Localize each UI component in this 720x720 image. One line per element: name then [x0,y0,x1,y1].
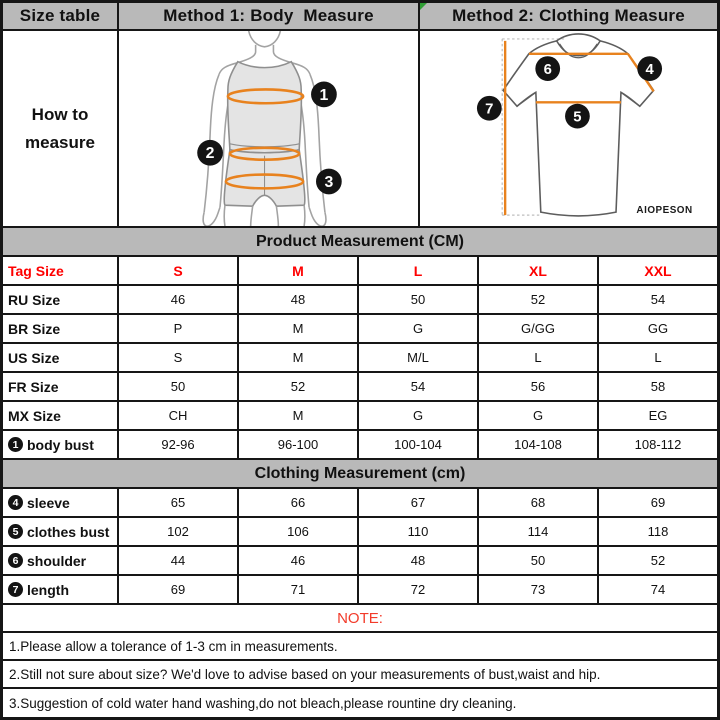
table-cell: M [239,344,359,371]
note-item-1 [3,633,717,661]
brand-label: AIOPESON [636,205,693,217]
table-cell: 44 [119,547,239,574]
row-clothes-bust [3,518,717,547]
table-cell: 52 [479,286,599,313]
row-label: RU Size [3,286,119,313]
product-measurement-title: Product Measurement (CM) [255,232,465,250]
marker-2-icon [197,140,223,166]
tag-size-label: Tag Size [3,257,119,284]
svg-text:6: 6 [543,62,552,79]
note-text: 1.Please allow a tolerance of 1-3 cm in measurements. [9,638,338,654]
svg-text:5: 5 [573,109,582,126]
note-title-row [3,605,717,633]
row-label: BR Size [3,315,119,342]
tag-size-value: M [239,257,359,284]
row-label [3,518,119,545]
table-cell: 73 [479,576,599,603]
marker-3-icon [316,169,342,195]
table-cell: 50 [119,373,239,400]
table-cell: 58 [650,379,666,394]
table-cell: 50 [359,286,479,313]
row-label [3,576,119,603]
table-cell: L [479,344,599,371]
note-text: 2.Still not sure about size? We'd love to advise based on your measurements of bust,waist and hip. [9,666,601,682]
table-cell: 69 [119,576,239,603]
table-cell: 52 [650,553,666,568]
table-cell: EG [648,408,668,423]
table-cell: G [479,402,599,429]
circled-1-icon: 1 [8,437,23,452]
table-cell: 52 [239,373,359,400]
size-table-header: Size table [3,3,119,29]
table-cell: 72 [359,576,479,603]
table-cell: M [239,402,359,429]
body-measure-diagram [119,31,420,226]
row-label [3,489,119,516]
how-to-measure-label [3,31,119,226]
row-tag-size [3,257,717,286]
product-measurement-header [3,228,717,257]
table-cell: 69 [650,495,666,510]
marker-6-icon [535,56,560,81]
table-cell: CH [119,402,239,429]
tag-size-value: XXL [644,262,672,279]
table-cell: 46 [119,286,239,313]
row-body-bust [3,431,717,460]
table-cell: 65 [119,489,239,516]
svg-text:4: 4 [645,62,654,79]
table-cell: 104-108 [479,431,599,458]
tag-size-value: XL [479,257,599,284]
svg-text:7: 7 [485,101,494,118]
tshirt-diagram-icon [420,31,717,226]
marker-4-icon [637,56,662,81]
clothing-measurement-title: Clothing Measurement (cm) [254,464,466,482]
table-cell: 96-100 [239,431,359,458]
note-title: NOTE: [337,609,383,627]
row-sleeve [3,489,717,518]
row-length [3,576,717,605]
how-to-measure-row [3,31,717,228]
clothing-measure-diagram [420,31,717,226]
table-cell: 108-112 [634,437,682,452]
row-label: FR Size [3,373,119,400]
table-cell: L [654,350,662,365]
row-label-text: body bust [27,436,94,453]
row-us-size [3,344,717,373]
table-cell: 100-104 [359,431,479,458]
table-cell: 114 [479,518,599,545]
method1-header: Method 1: Body Measure [119,3,420,29]
row-label: US Size [3,344,119,371]
marker-1-icon [311,81,337,107]
body-diagram-icon [119,31,418,226]
table-cell: G [359,315,479,342]
top-header-row [3,3,717,31]
how-to-line1: How to [31,105,89,125]
row-label [3,547,119,574]
circled-4-icon: 4 [8,495,23,510]
circled-7-icon: 7 [8,582,23,597]
method2-header [420,3,717,29]
table-cell: GG [647,321,669,336]
table-cell: 50 [479,547,599,574]
note-item-3 [3,689,717,717]
row-label-text: sleeve [27,494,70,511]
table-cell: G [359,402,479,429]
table-cell: S [119,344,239,371]
how-to-line2: measure [25,132,95,152]
table-cell: 67 [359,489,479,516]
note-item-2 [3,661,717,689]
marker-5-icon [565,104,590,129]
row-mx-size [3,402,717,431]
table-cell: 92-96 [119,431,239,458]
table-cell: 102 [119,518,239,545]
row-label-text: clothes bust [27,523,110,540]
circled-6-icon: 6 [8,553,23,568]
row-label-text: shoulder [27,552,87,569]
table-cell: 54 [650,292,666,307]
green-corner-icon [420,3,427,10]
svg-text:2: 2 [205,145,215,163]
table-cell: 48 [239,286,359,313]
row-ru-size [3,286,717,315]
table-cell: 56 [479,373,599,400]
row-label-text: length [27,581,69,598]
circled-5-icon: 5 [8,524,23,539]
table-cell: P [119,315,239,342]
row-br-size [3,315,717,344]
table-cell: M/L [359,344,479,371]
table-cell: M [239,315,359,342]
table-cell: 71 [239,576,359,603]
row-fr-size [3,373,717,402]
method2-header-label: Method 2: Clothing Measure [452,6,685,25]
tag-size-value: S [119,257,239,284]
table-cell: 110 [359,518,479,545]
table-cell: 54 [359,373,479,400]
table-cell: 118 [647,524,669,539]
table-cell: G/GG [479,315,599,342]
table-cell: 74 [650,582,666,597]
table-cell: 46 [239,547,359,574]
svg-text:1: 1 [319,86,329,104]
table-cell: 66 [239,489,359,516]
row-label: MX Size [3,402,119,429]
table-cell: 106 [239,518,359,545]
marker-7-icon [477,96,502,121]
table-cell: 48 [359,547,479,574]
row-label [3,431,119,458]
row-shoulder [3,547,717,576]
table-cell: 68 [479,489,599,516]
clothing-measurement-header [3,460,717,489]
tag-size-value: L [359,257,479,284]
note-text: 3.Suggestion of cold water hand washing,do not bleach,please rountine dry cleaning. [9,695,517,711]
svg-text:3: 3 [324,173,334,191]
